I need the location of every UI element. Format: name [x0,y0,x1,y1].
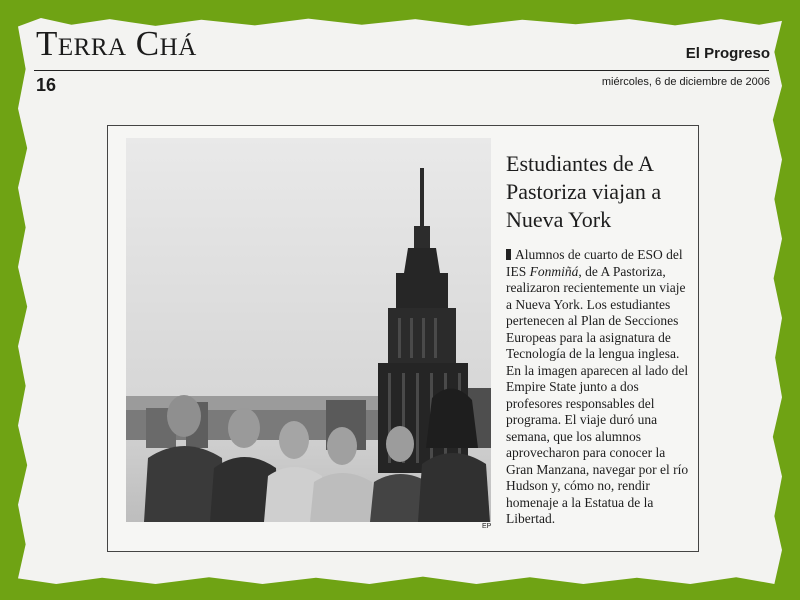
article-box [107,125,699,552]
photo-illustration [126,138,491,522]
body-text-part2: , de A Pastoriza, realizaron recientemente un viaje a Nueva York. Los estudiantes pertenecen al Plan de Secciones Europeas para la asignatura de Tecnología de la lengua inglesa. En la imagen aparecen al lado del Empire State junto a dos profesores responsables del programa. El viaje duró una semana, que los alumnos aprovecharon para conocer la Gran Manzana, navegar por el río Hudson y, cómo no, rendir homenaje a la Estatua de la Libertad. [506,263,689,526]
group-photo [126,138,491,522]
photo-credit: EP [482,523,492,530]
page-number: 16 [36,75,57,95]
newspaper-name: El Progreso [685,45,770,62]
header-rule [34,70,769,71]
school-name: Fonmiñá [529,263,579,279]
section-title: Terra Chá [36,24,197,63]
article-body [506,247,689,528]
body-text-part1: Alumnos de cuarto de ESO del IES [506,247,683,279]
article-headline: Estudiantes de A Pastoriza viajan a Nueva York [506,151,662,232]
paragraph-marker-icon [506,249,511,260]
publication-date: miércoles, 6 de diciembre de 2006 [601,76,770,88]
